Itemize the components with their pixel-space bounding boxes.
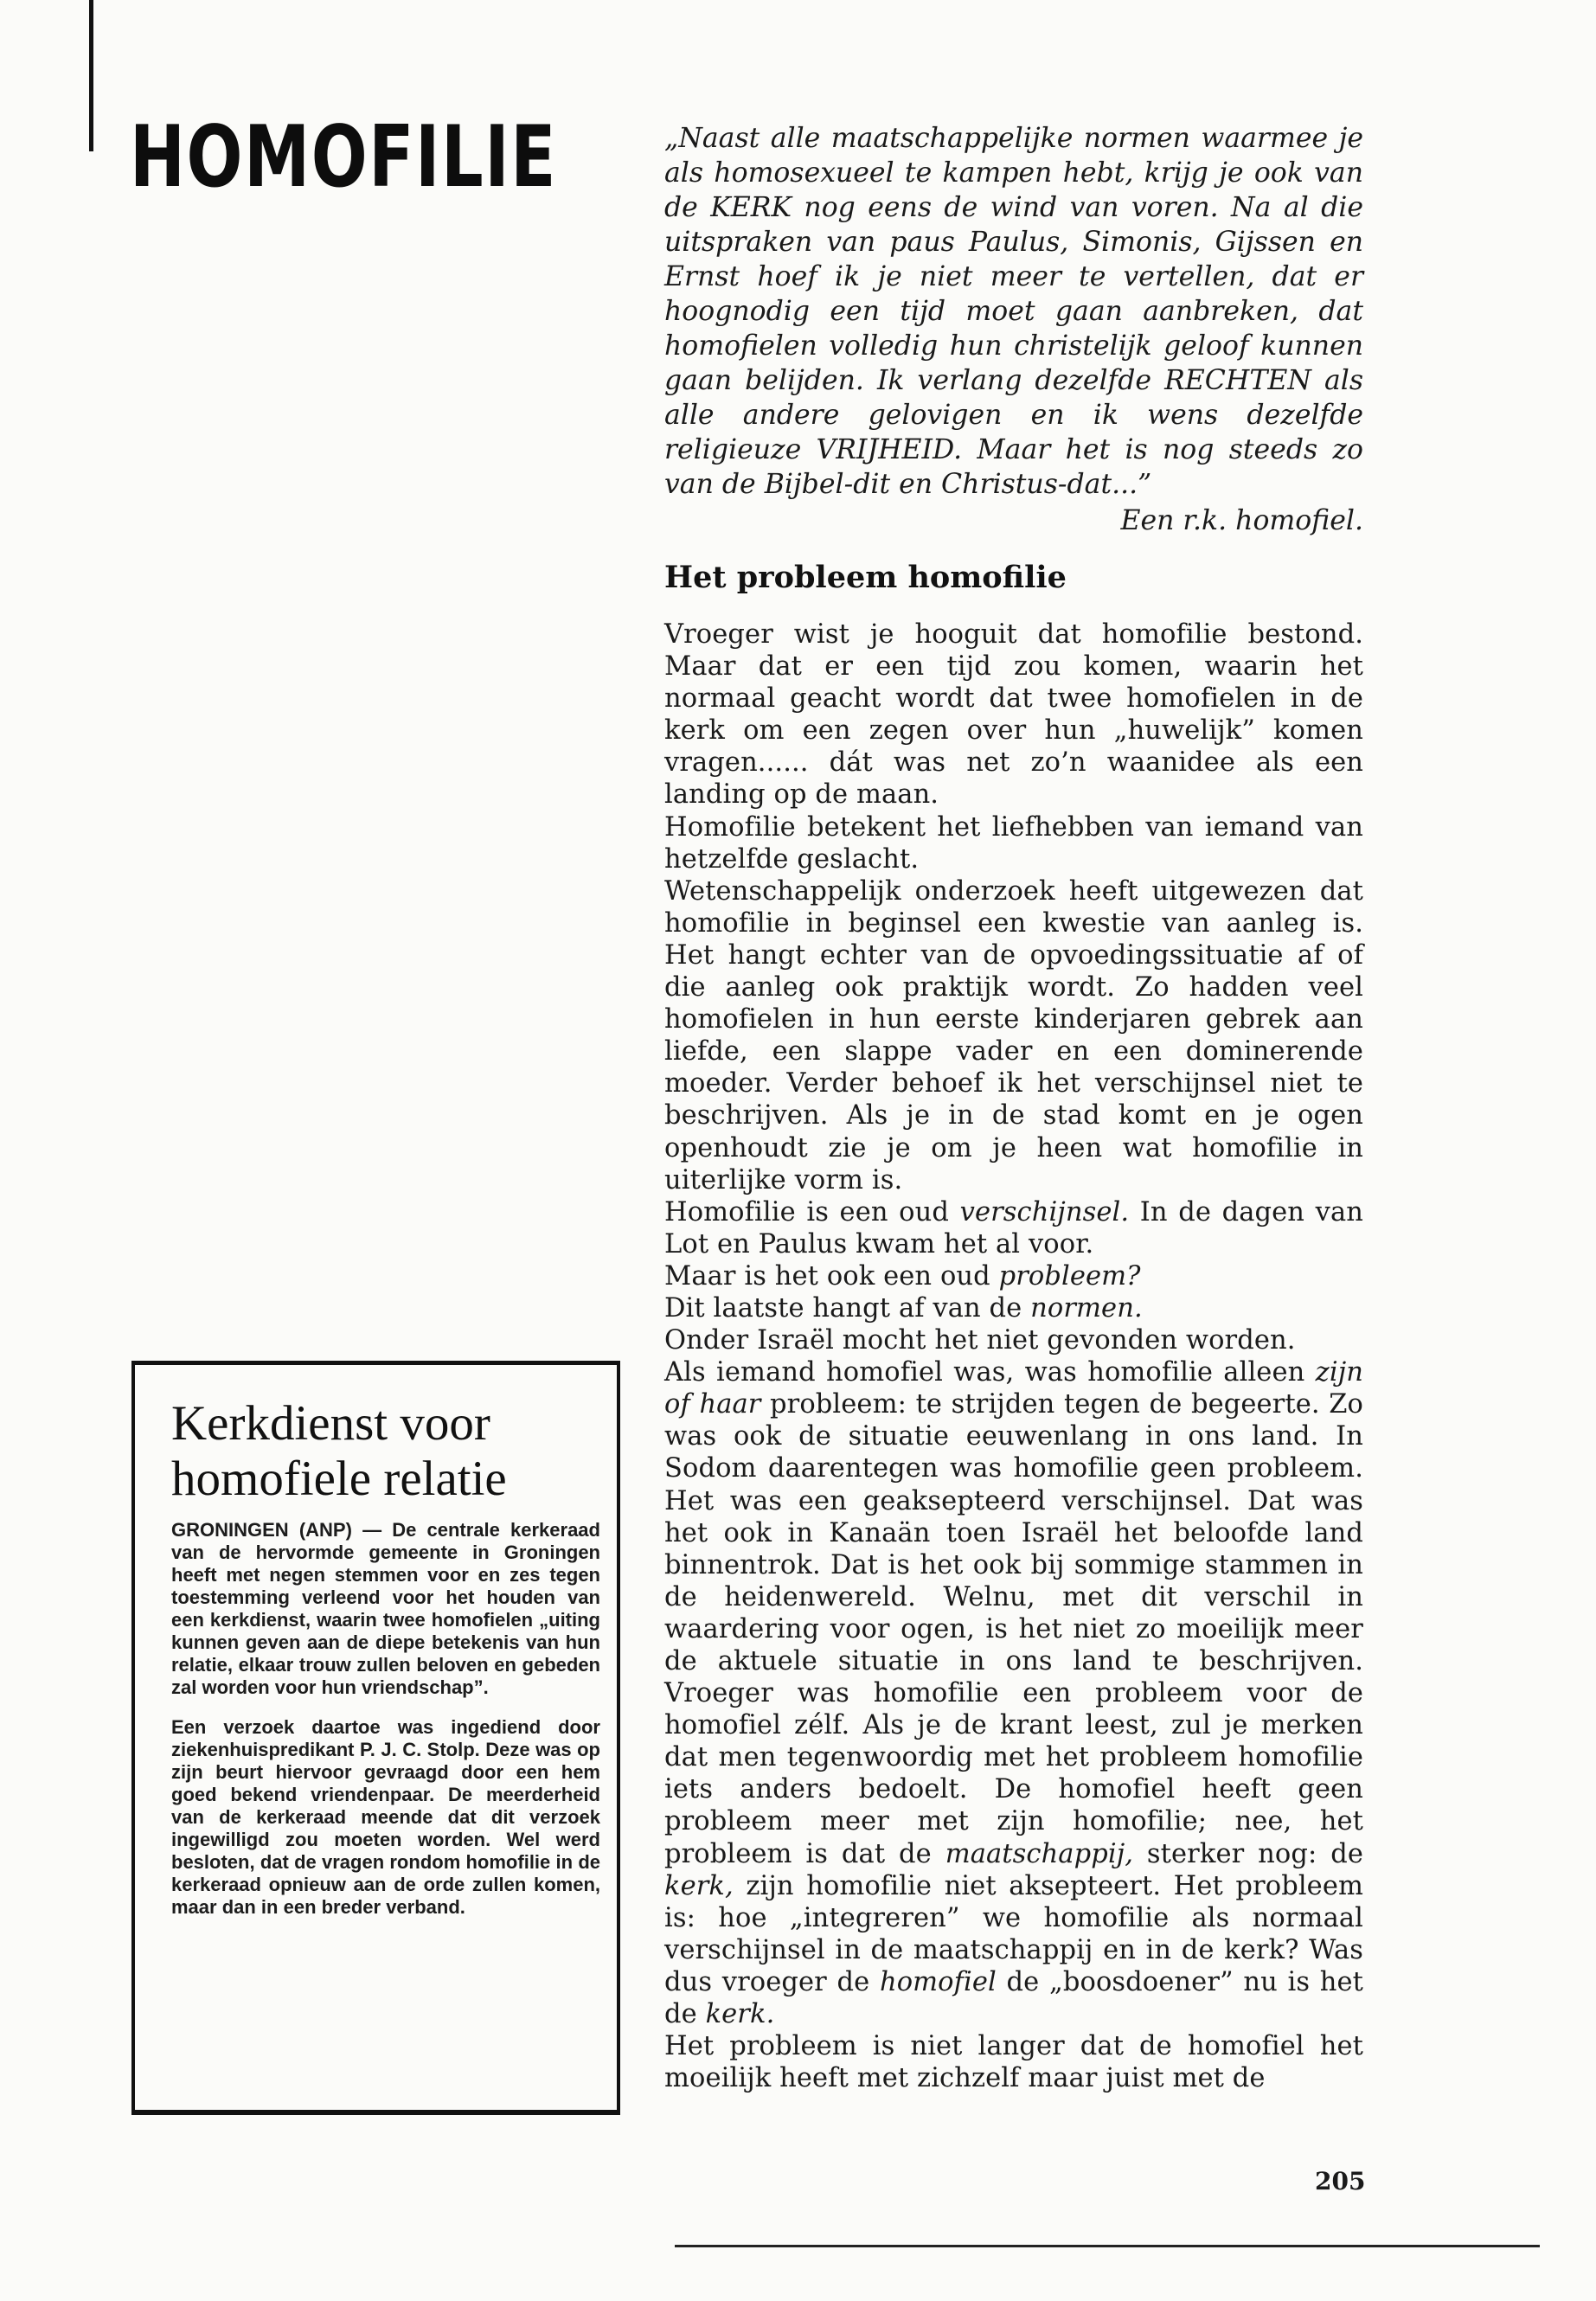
clipping-content — [171, 1396, 600, 1919]
clipping-paragraph: Een verzoek daartoe was ingediend door ziekenhuispredikant P. J. C. Stolp. Deze was op zijn beurt hiervoor gevraagd door een hem goed bekend vriendenpaar. De meerderheid van de kerkeraad meende dat dit verzoek ingewilligd zou moeten worden. Wel werd besloten, dat de vragen rondom homofilie in de kerkeraad opnieuw aan de orde zullen komen, maar dan in een breder verband. — [171, 1716, 600, 1918]
bottom-rule — [675, 2245, 1540, 2247]
body-paragraph: Het probleem is niet langer dat de homofiel het moeilijk heeft met zichzelf maar juist met de — [664, 2031, 1363, 2094]
section-heading: Het probleem homofilie — [664, 560, 1067, 595]
body-paragraph: Homofilie is een oud verschijnsel. In de dagen van Lot en Paulus kwam het al voor. — [664, 1196, 1363, 1259]
left-margin-rule — [89, 0, 93, 151]
quote-signature: Een r.k. homofiel. — [1120, 505, 1363, 536]
clipping-paragraph: GRONINGEN (ANP) — De centrale kerkeraad van de hervormde gemeente in Groningen heeft met negen stemmen voor en zes tegen toestemming verleend voor het houden van een kerkdienst, waarin twee homofielen „uiting kunnen geven aan de diepe betekenis van hun relatie, elkaar trouw zullen beloven en gebeden zal worden voor hun vriendschap”. — [171, 1519, 600, 1698]
body-paragraph: Wetenschappelijk onderzoek heeft uitgewezen dat homofilie in beginsel een kwestie van aanleg is. Het hangt echter van de opvoedingssituatie af of die aanleg ook praktijk wordt. Zo hadden veel homofielen in hun eerste kinderjaren gebrek aan liefde, een slappe vader en een dominerende moeder. Verder behoef ik het verschijnsel niet te beschrijven. Als je in de stad komt en je ogen openhoudt zie je om je heen wat homofilie in uiterlijke vorm is. — [664, 875, 1363, 1195]
quote-text: „Naast alle maatschappelijke normen waarmee je als homosexueel te kampen hebt, krijg je ook van de KERK nog eens de wind van voren. Na al die uitspraken van paus Paulus, Simonis, Gijssen en Ernst hoef ik je niet meer te vertellen, dat er hoognodig een tijd moet gaan aanbreken, dat homofielen volledig hun christelijk geloof kunnen gaan belijden. Ik verlang dezelfde RECHTEN als alle andere gelovigen en ik wens dezelfde religieuze VRIJHEID. Maar het is nog steeds zo van de Bijbel-dit en Christus-dat...” — [664, 123, 1363, 500]
newspaper-clipping — [131, 1361, 620, 2115]
body-paragraph: Onder Israël mocht het niet gevonden worden. — [664, 1325, 1296, 1356]
body-paragraph: Als iemand homofiel was, was homofilie alleen zijn of haar probleem: te strijden tegen de begeerte. Zo was ook de situatie eeuwenlang in ons land. In Sodom daarentegen was homofilie geen probleem. Het was een geaksepteerd verschijnsel. Dat was het ook in Kanaän toen Israël het beloofde land binnentrok. Dat is het ook bij sommige stammen in de heidenwereld. Welnu, met dit verschil in waardering voor ogen, is het niet zo moeilijk meer de aktuele situatie in ons land te beschrijven. Vroeger was homofilie een probleem voor de homofiel zélf. Als je de krant leest, zul je merken dat men tegenwoordig met het probleem homofilie iets anders bedoelt. De homofiel heeft geen probleem meer met zijn homofilie; nee, het probleem is dat de maatschappij, sterker nog: de kerk, zijn homofilie niet aksepteert. Het probleem is: hoe „integreren” we homofilie als normaal verschijnsel in de maatschappij en in de kerk? Was dus vroeger de homofiel de „boosdoener” nu is het de kerk. — [664, 1357, 1364, 2030]
body-paragraph: Maar is het ook een oud probleem? — [664, 1260, 1141, 1292]
page-number: 205 — [1315, 2167, 1366, 2195]
article-body — [664, 619, 1363, 2094]
body-paragraph: Dit laatste hangt af van de normen. — [664, 1292, 1143, 1324]
page-title: HOMOFILIE — [130, 108, 558, 207]
body-paragraph: Vroeger wist je hooguit dat homofilie bestond. Maar dat er een tijd zou komen, waarin het normaal geacht wordt dat twee homofielen in de kerk om een zegen over hun „huwelijk” komen vragen...... dát was net zo’n waanidee als een landing op de maan. — [664, 619, 1363, 811]
body-paragraph: Homofilie betekent het liefhebben van iemand van hetzelfde geslacht. — [664, 811, 1363, 875]
opening-quote — [664, 121, 1363, 538]
clipping-title: Kerkdienst voor homofiele relatie — [171, 1396, 507, 1506]
